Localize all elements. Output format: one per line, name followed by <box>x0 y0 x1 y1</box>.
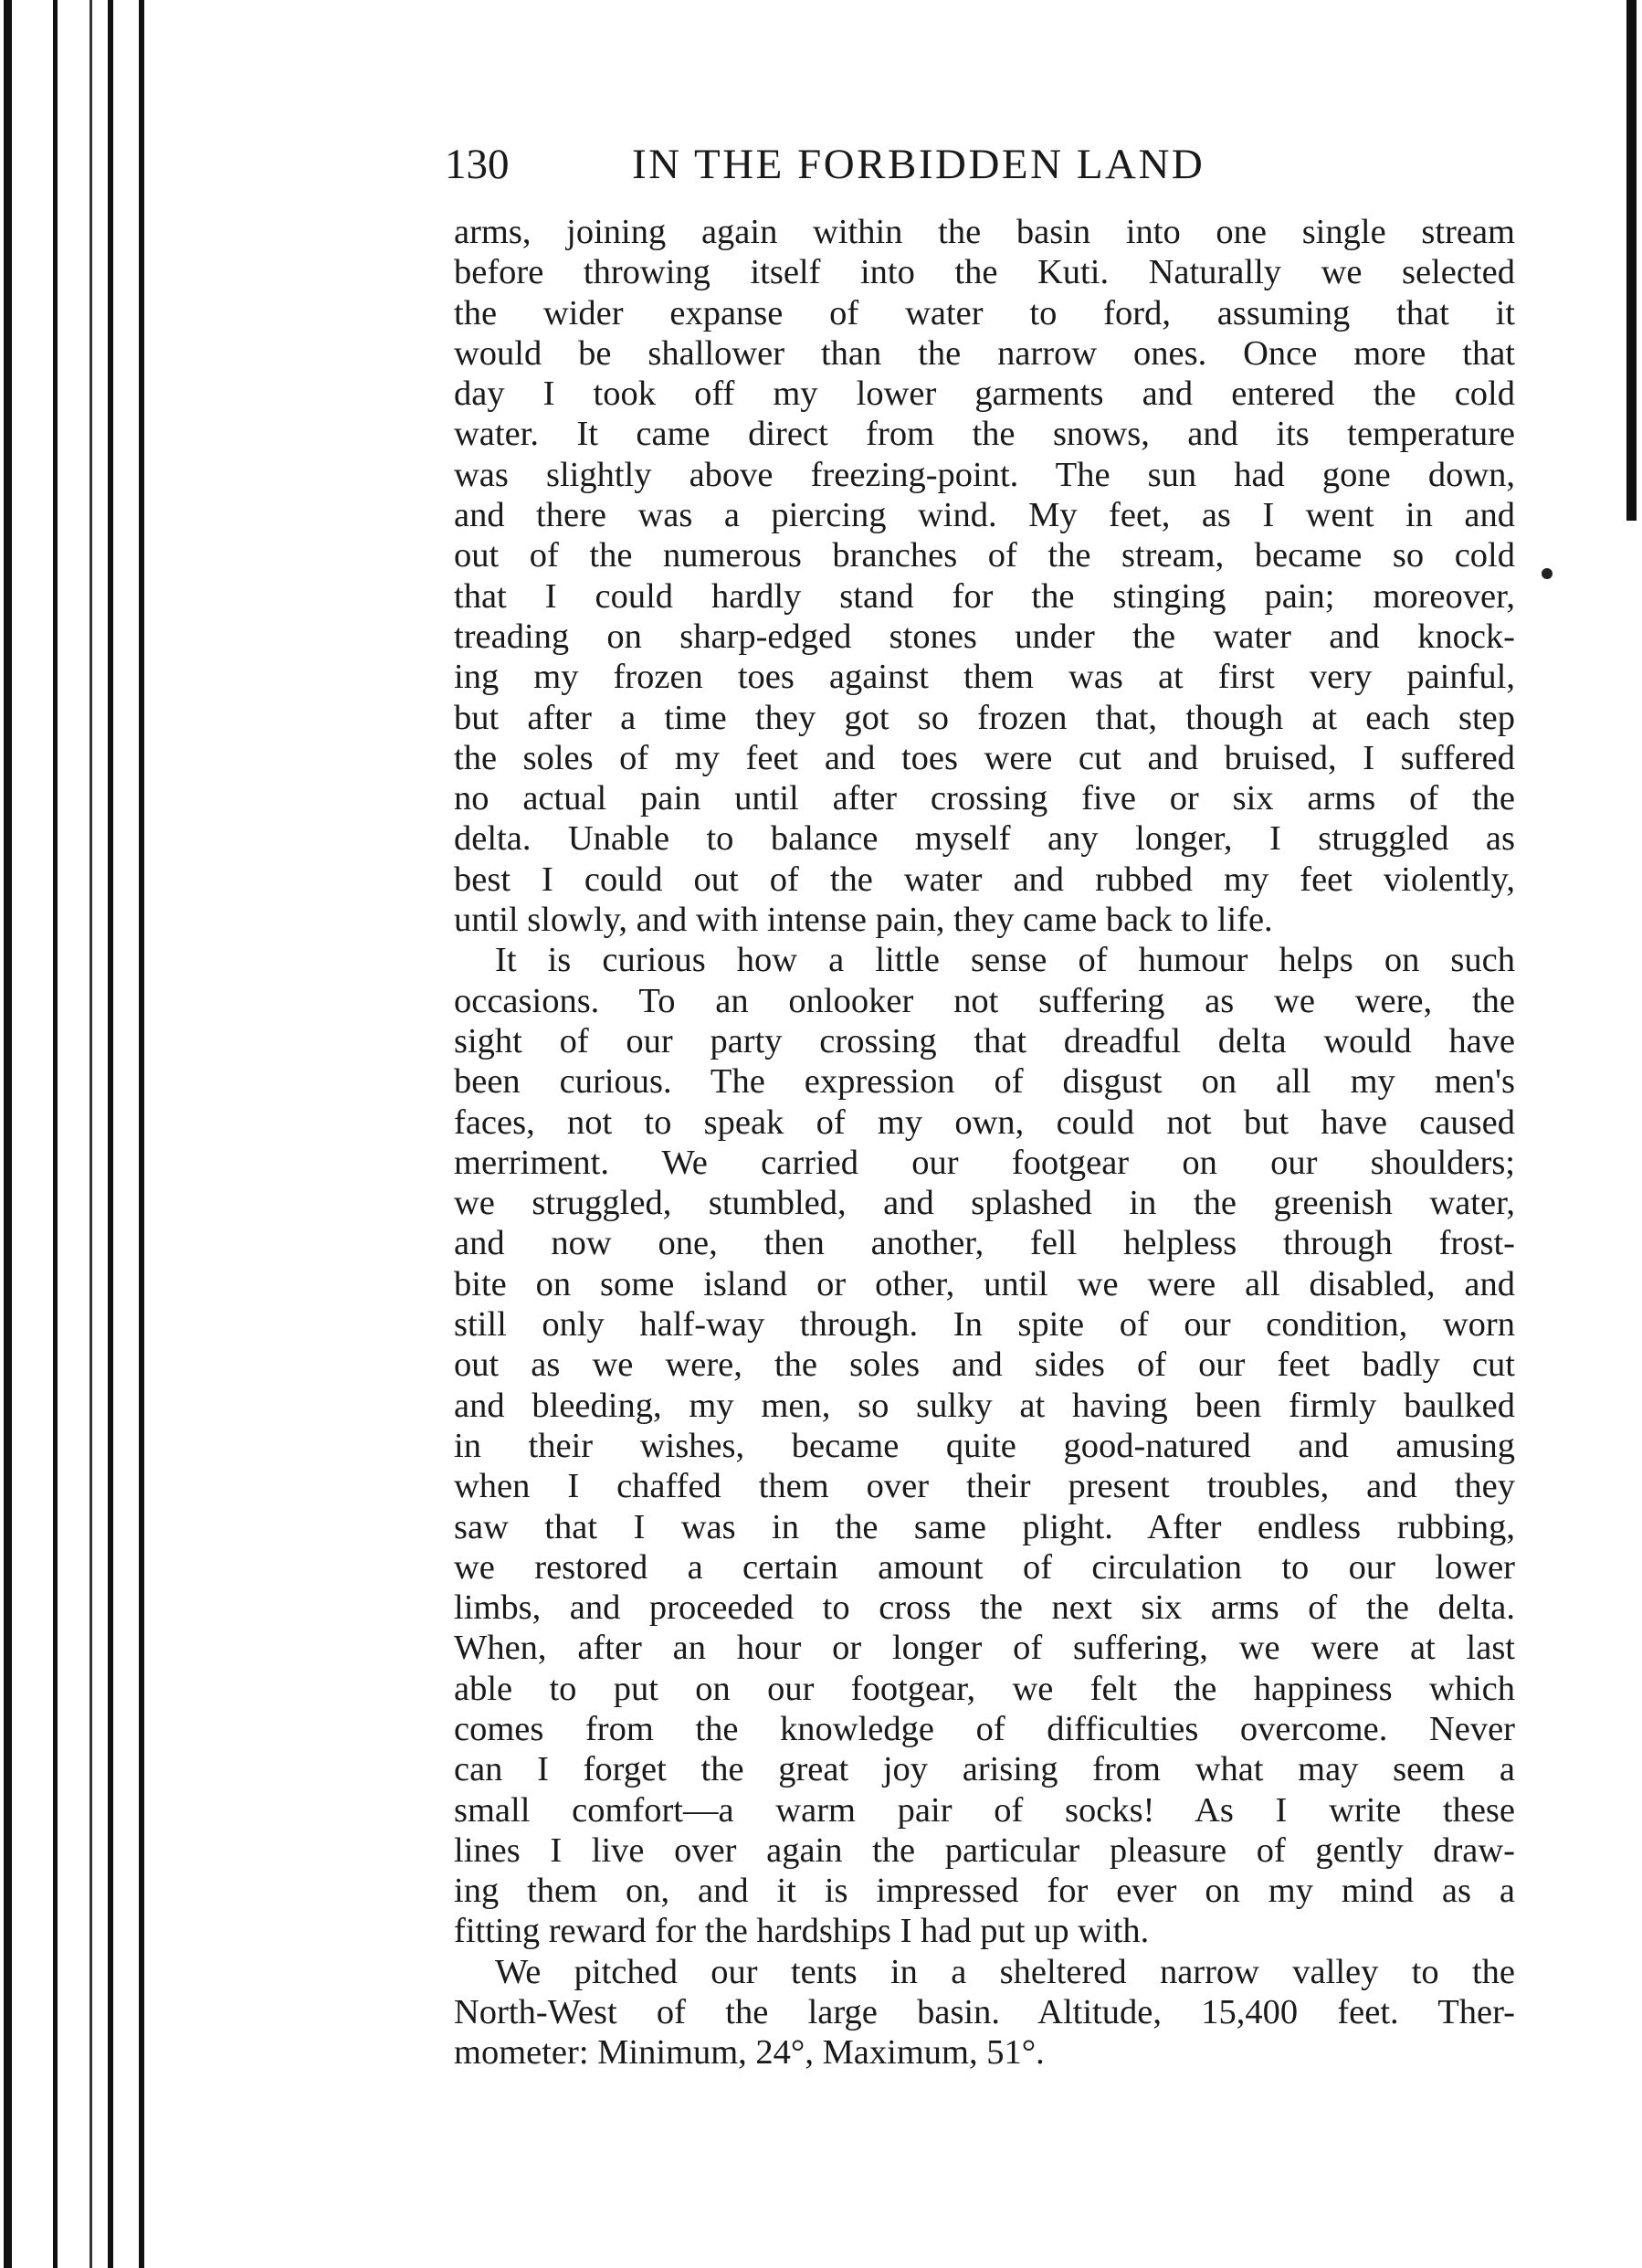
paragraph <box>454 940 1515 1951</box>
text-line: can I forget the great joy arising from what may seem a <box>454 1750 1515 1789</box>
text-line: and there was a piercing wind. My feet, as I went in and <box>454 496 1515 535</box>
binding-gutter <box>0 0 155 2268</box>
text-line: North-West of the large basin. Altitude, 15,400 feet. Ther- <box>454 1993 1515 2032</box>
text-line: faces, not to speak of my own, could not but have caused <box>454 1102 1515 1142</box>
gutter-line <box>108 0 113 2268</box>
text-line: day I took off my lower garments and entered the cold <box>454 374 1515 414</box>
paragraph <box>454 212 1515 940</box>
text-line: It is curious how a little sense of humour helps on such <box>495 941 1515 980</box>
text-line: still only half-way through. In spite of our condition, worn <box>454 1305 1515 1345</box>
text-line: arms, joining again within the basin into one single stream <box>454 213 1515 251</box>
text-line: but after a time they got so frozen that, though at each step <box>454 698 1515 737</box>
paragraph <box>454 1952 1515 2073</box>
text-line: the wider expanse of water to ford, assuming that it <box>454 293 1515 332</box>
text-line: was slightly above freezing-point. The sun had gone down, <box>454 455 1515 494</box>
page-edge-mark <box>1626 0 1637 521</box>
text-line: lines I live over again the particular pleasure of gently draw- <box>454 1830 1515 1870</box>
text-line: out as we were, the soles and sides of our feet badly cut <box>454 1345 1515 1385</box>
text-line: limbs, and proceeded to cross the next six arms of the delta. <box>454 1588 1515 1628</box>
text-line: and now one, then another, fell helpless through frost- <box>454 1224 1515 1263</box>
running-header <box>445 135 1358 194</box>
text-line: water. It came direct from the snows, and its temperature <box>454 415 1515 454</box>
text-line: When, after an hour or longer of suffering, we were at last <box>454 1629 1515 1668</box>
text-line: ing my frozen toes against them was at first very painful, <box>454 658 1515 697</box>
text-line: best I could out of the water and rubbed my feet violently, <box>454 860 1515 899</box>
text-line: when I chaffed them over their present troubles, and they <box>454 1467 1515 1506</box>
text-line: ing them on, and it is impressed for ever on my mind as a <box>454 1872 1515 1911</box>
text-line: treading on sharp-edged stones under the water and knock- <box>454 617 1515 656</box>
text-line: able to put on our footgear, we felt the happiness which <box>454 1669 1515 1708</box>
text-line: sight of our party crossing that dreadful delta would have <box>454 1021 1515 1060</box>
text-line: We pitched our tents in a sheltered narrow valley to the <box>495 1952 1515 1991</box>
gutter-line <box>4 0 12 2268</box>
text-line: comes from the knowledge of difficulties overcome. Never <box>454 1709 1515 1748</box>
text-line: small comfort—a warm pair of socks! As I write these <box>454 1790 1515 1830</box>
text-line: fitting reward for the hardships I had put up with. <box>454 1912 1150 1951</box>
gutter-line <box>53 0 58 2268</box>
text-line: been curious. The expression of disgust on all my men's <box>454 1062 1515 1102</box>
text-line: that I could hardly stand for the stinging pain; moreover, <box>454 576 1515 616</box>
gutter-line <box>89 0 92 2268</box>
text-line: mometer: Minimum, 24°, Maximum, 51°. <box>454 2033 1045 2073</box>
text-line: before throwing itself into the Kuti. Naturally we selected <box>454 253 1515 292</box>
text-line: merriment. We carried our footgear on our shoulders; <box>454 1143 1515 1182</box>
text-line: saw that I was in the same plight. After endless rubbing, <box>454 1507 1515 1546</box>
gutter-line <box>139 0 144 2268</box>
text-line: we restored a certain amount of circulation to our lower <box>454 1547 1515 1587</box>
running-head-title: IN THE FORBIDDEN LAND <box>632 141 1205 188</box>
body-text <box>454 212 1515 2073</box>
text-line: and bleeding, my men, so sulky at having been firmly baulked <box>454 1386 1515 1425</box>
text-line: would be shallower than the narrow ones. Once more that <box>454 333 1515 373</box>
text-line: in their wishes, became quite good-natured and amusing <box>454 1426 1515 1465</box>
text-line: out of the numerous branches of the stream, became so cold <box>454 536 1515 575</box>
text-line: bite on some island or other, until we were all disabled, and <box>454 1264 1515 1303</box>
text-line: occasions. To an onlooker not suffering as we were, the <box>454 981 1515 1020</box>
ink-speck <box>1542 568 1553 579</box>
text-line: until slowly, and with intense pain, they came back to life. <box>454 901 1273 940</box>
text-line: we struggled, stumbled, and splashed in the greenish water, <box>454 1184 1515 1223</box>
text-line: no actual pain until after crossing five or six arms of the <box>454 779 1515 818</box>
text-line: delta. Unable to balance myself any longer, I struggled as <box>454 819 1515 859</box>
text-line: the soles of my feet and toes were cut and bruised, I suffered <box>454 738 1515 777</box>
page-number: 130 <box>445 141 510 188</box>
